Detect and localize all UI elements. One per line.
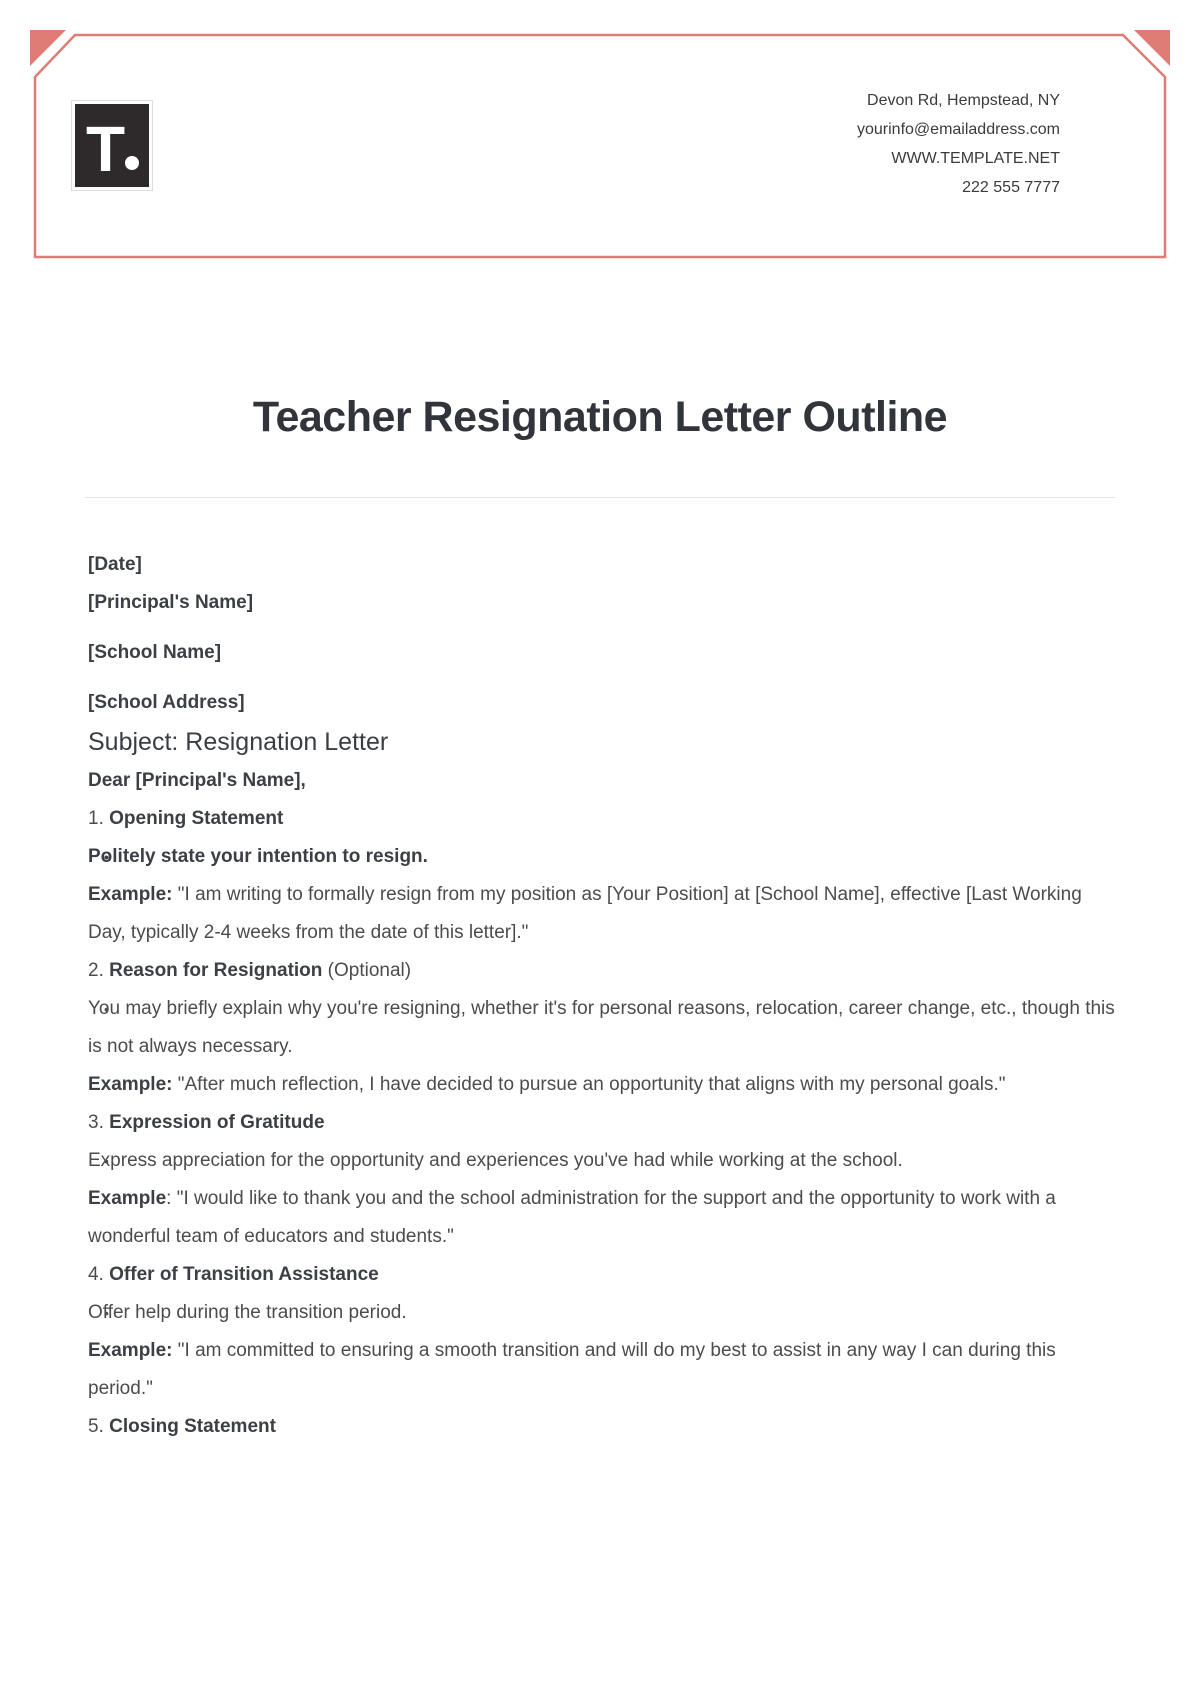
example-text: "I am committed to ensuring a smooth transition and will do my best to assist in any way I can during this period." <box>88 1340 1056 1399</box>
salutation: Dear [Principal's Name], <box>88 770 306 791</box>
example-text: "After much reflection, I have decided to pursue an opportunity that aligns with my personal goals." <box>172 1074 1006 1095</box>
brand-logo-letter: T <box>86 113 124 185</box>
outline-section-3 <box>88 1104 1115 1256</box>
section-title <box>88 952 1115 990</box>
placeholder-principal-name: [Principal's Name] <box>88 592 254 613</box>
placeholder-school-address: [School Address] <box>88 692 245 713</box>
example-label: Example <box>88 1188 167 1209</box>
section-title-text: Closing Statement <box>109 1416 276 1437</box>
section-title <box>88 1408 1115 1446</box>
corner-triangle-left-icon <box>30 30 66 66</box>
section-example <box>88 1180 1115 1256</box>
section-title <box>88 1104 1115 1142</box>
section-example <box>88 876 1115 952</box>
outline-section-5 <box>88 1408 1115 1446</box>
letter-body <box>88 546 1115 1446</box>
section-number: 4. <box>88 1264 104 1285</box>
corner-triangle-right-icon <box>1134 30 1170 66</box>
section-number: 5. <box>88 1416 104 1437</box>
example-text: : "I would like to thank you and the school administration for the support and the opportunity to work with a wonderful team of educators and students." <box>88 1188 1056 1247</box>
section-number: 2. <box>88 960 104 981</box>
page-title: Teacher Resignation Letter Outline <box>252 393 948 441</box>
example-label: Example: <box>88 1340 173 1361</box>
section-bullet: • Offer help during the transition period. <box>88 1294 1115 1332</box>
section-title-text: Opening Statement <box>109 808 284 829</box>
section-bullet: • You may briefly explain why you're resigning, whether it's for personal reasons, relocation, career change, etc., though this is not always necessary. <box>88 990 1115 1066</box>
placeholder-date: [Date] <box>88 554 142 575</box>
contact-info <box>857 86 1060 202</box>
brand-logo <box>71 100 153 191</box>
section-number: 3. <box>88 1112 104 1133</box>
outline-section-1 <box>88 800 1115 952</box>
brand-logo-dot-icon <box>125 156 139 170</box>
divider <box>85 497 1115 498</box>
section-title <box>88 800 1115 838</box>
example-label: Example: <box>88 1074 173 1095</box>
letterhead <box>30 30 1170 260</box>
outline-section-2 <box>88 952 1115 1104</box>
contact-email: yourinfo@emailaddress.com <box>857 121 1060 138</box>
section-title <box>88 1256 1115 1294</box>
brand-logo-box <box>75 104 149 187</box>
placeholder-school-name: [School Name] <box>88 642 222 663</box>
section-title-suffix: (Optional) <box>322 960 412 981</box>
example-label: Example: <box>88 884 173 905</box>
contact-website: WWW.TEMPLATE.NET <box>891 150 1060 167</box>
section-example <box>88 1066 1115 1104</box>
example-text: "I am writing to formally resign from my position as [Your Position] at [School Name], effective [Last Working Day, typically 2-4 weeks from the date of this letter]." <box>88 884 1082 943</box>
outline-section-4 <box>88 1256 1115 1408</box>
section-bullet: • Express appreciation for the opportunity and experiences you've had while working at the school. <box>88 1142 1115 1180</box>
section-example <box>88 1332 1115 1408</box>
section-title-text: Reason for Resignation <box>109 960 323 981</box>
section-number: 1. <box>88 808 104 829</box>
contact-phone: 222 555 7777 <box>962 179 1060 196</box>
section-bullet: • Politely state your intention to resign. <box>88 838 1115 876</box>
section-title-text: Offer of Transition Assistance <box>109 1264 379 1285</box>
subject-line: Subject: Resignation Letter <box>88 728 389 756</box>
contact-address: Devon Rd, Hempstead, NY <box>867 92 1060 109</box>
section-title-text: Expression of Gratitude <box>109 1112 325 1133</box>
